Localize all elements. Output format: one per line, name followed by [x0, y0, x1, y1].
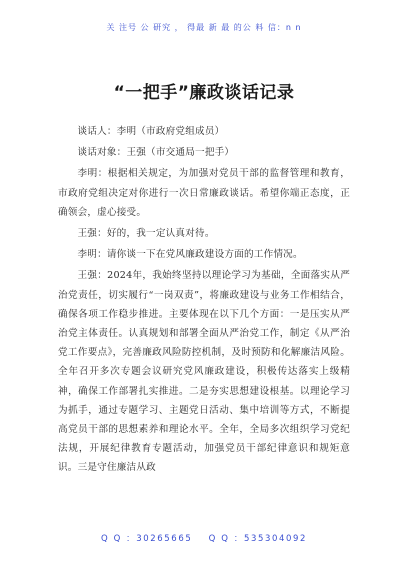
paragraph-interviewer: 谈话人：李明（市政府党组成员） — [77, 126, 225, 137]
paragraph-opening-statement: 李明：根据相关规定，为加强对党员干部的监督管理和教育，市政府党组决定对你进行一次日常廉政谈话。希望你端正态度，正确领会，虚心接受。 — [58, 168, 350, 218]
document-title: “一把手”廉政谈话记录 — [113, 83, 295, 103]
header-banner: 关 注号 公 研究 ， 得最 新 最 的公 料 信：n n — [106, 23, 302, 32]
footer-qq-1: Q Q ：30265665 — [100, 534, 193, 544]
paragraph-interviewee: 谈话对象：王强（市交通局一把手） — [77, 147, 235, 159]
footer-qq-2: Q Q ：535304092 — [208, 534, 308, 544]
footer-contact — [0, 532, 408, 544]
paragraph-question: 李明：请你谈一下在党风廉政建设方面的工作情况。 — [77, 249, 303, 261]
document-body — [58, 122, 350, 478]
paragraph-response: 王强：好的，我一定认真对待。 — [77, 228, 215, 240]
paragraph-work-report: 王强：2024年，我始终坚持以理论学习为基础，全面落实从严治党责任，切实履行“一岗双责”，将廉政建设与业务工作相结合，确保各项工作稳步推进。主要体现在以下几个方面：一是压实从严治党主体责任。认真规划和部署全面从严治党工作，制定《从严治党工作要点》，完善廉政风险防控机制，及时预防和化解廉洁风险。全年召开多次专题会议研究党风廉政建设，积极传达落实上级精神，确保工作部署扎实推进。二是夯实思想建设根基。以理论学习为抓手，通过专题学习、主题党日活动、集中培训等方式，不断提高党员干部的思想素养和理论水平。全年，全局多次组织学习党纪法规，开展纪律教育专题活动，加强党员干部纪律意识和规矩意识。三是守住廉洁从政 — [58, 270, 350, 474]
